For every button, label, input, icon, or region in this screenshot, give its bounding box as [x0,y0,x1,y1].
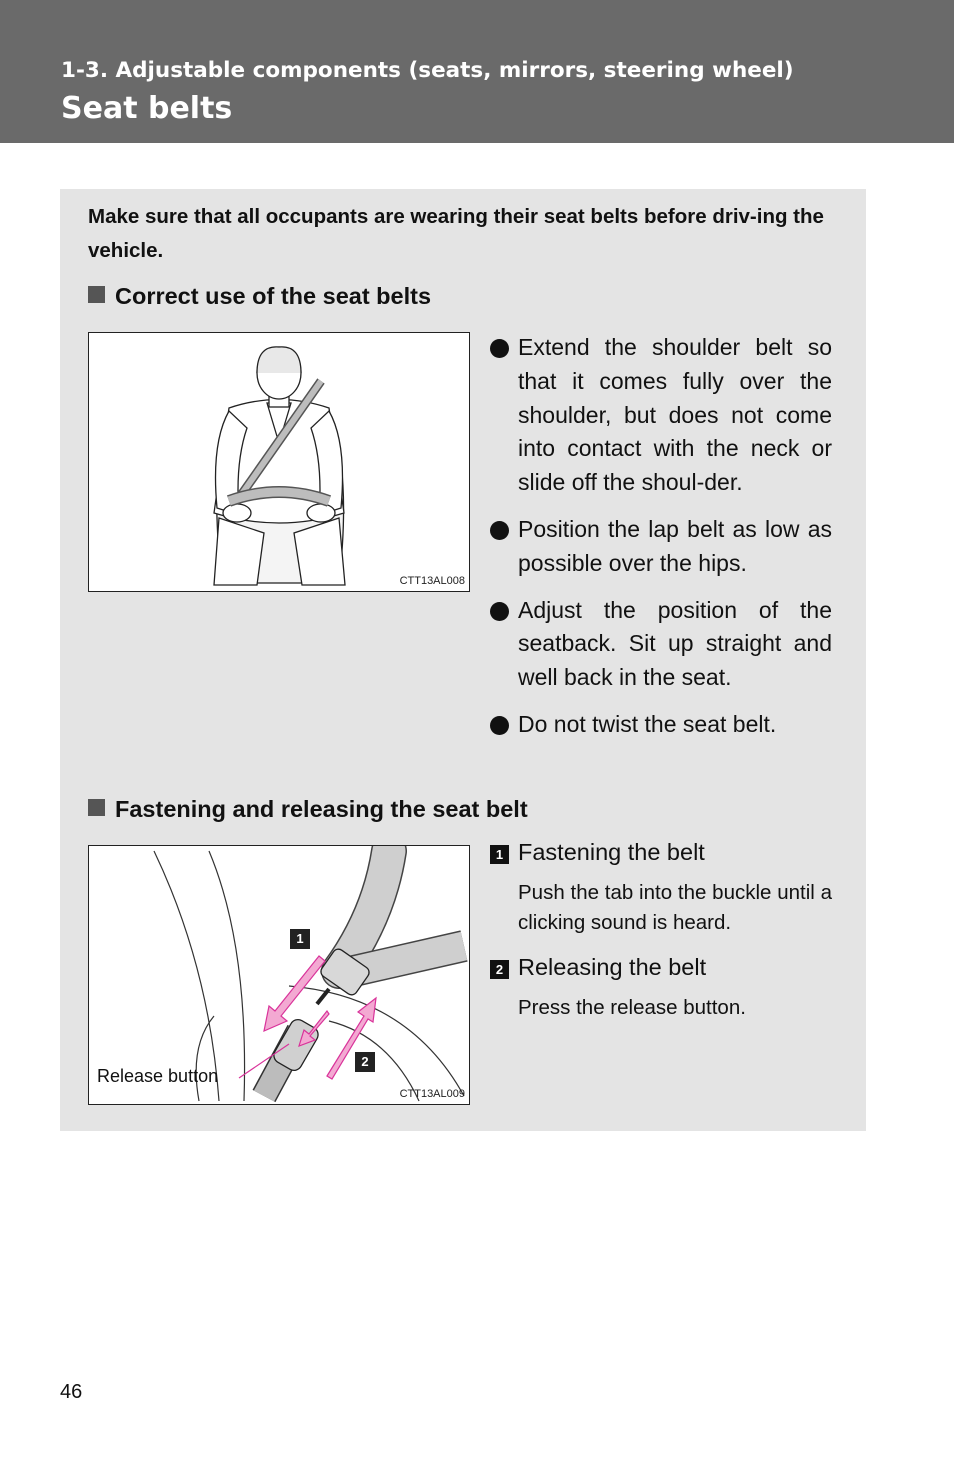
figure-step-2-marker: 2 [355,1052,375,1072]
step-description: Press the release button. [518,996,746,1019]
step-title [490,954,832,981]
figure-code: CTT13AL008 [399,575,465,587]
bullet-icon [490,602,509,621]
list-item [490,331,832,500]
bullet-text: Do not twist the seat belt. [518,710,777,737]
bullet-text: Adjust the position of the seatback. Sit up straight and well back in the seat. [518,596,832,691]
step-title-text: Releasing the belt [518,954,707,980]
step-fastening [490,839,832,937]
correct-use-bullet-list [490,331,832,755]
release-button-label: Release button [97,1066,219,1086]
section-label: 1-3. Adjustable components (seats, mirrors, steering wheel) [61,58,794,83]
step-number-badge: 2 [490,960,509,979]
step-releasing [490,954,832,1023]
bullet-text: Extend the shoulder belt so that it comes fully over the shoulder, but does not come into contact with the neck or slide off the shoul-der. [518,334,832,496]
buckle-figure [88,845,470,1105]
fastening-heading-text: Fastening and releasing the seat belt [115,796,528,822]
figure-code: CTT13AL009 [399,1088,465,1100]
step-title-text: Fastening the belt [518,839,705,865]
square-bullet-icon [88,799,105,816]
bullet-icon [490,339,509,358]
step-number-badge: 1 [490,845,509,864]
bullet-icon [490,716,509,735]
correct-use-heading-text: Correct use of the seat belts [115,283,432,309]
page-header [0,0,954,143]
bullet-text: Position the lap belt as low as possible over the hips. [518,515,832,576]
list-item [490,513,832,581]
figure-step-1-marker: 1 [290,929,310,949]
page-number: 46 [60,1381,83,1403]
bullet-icon [490,521,509,540]
seated-occupant-figure [88,332,470,592]
intro-text: Make sure that all occupants are wearing their seat belts before driv-ing the vehicle. [88,205,824,262]
fastening-heading [88,796,528,823]
page-title: Seat belts [61,91,233,126]
seated-occupant-illustration [89,333,469,591]
step-description: Push the tab into the buckle until a clicking sound is heard. [518,881,832,934]
correct-use-heading [88,283,431,310]
step-title [490,839,832,866]
square-bullet-icon [88,286,105,303]
list-item [490,708,832,742]
list-item [490,594,832,695]
